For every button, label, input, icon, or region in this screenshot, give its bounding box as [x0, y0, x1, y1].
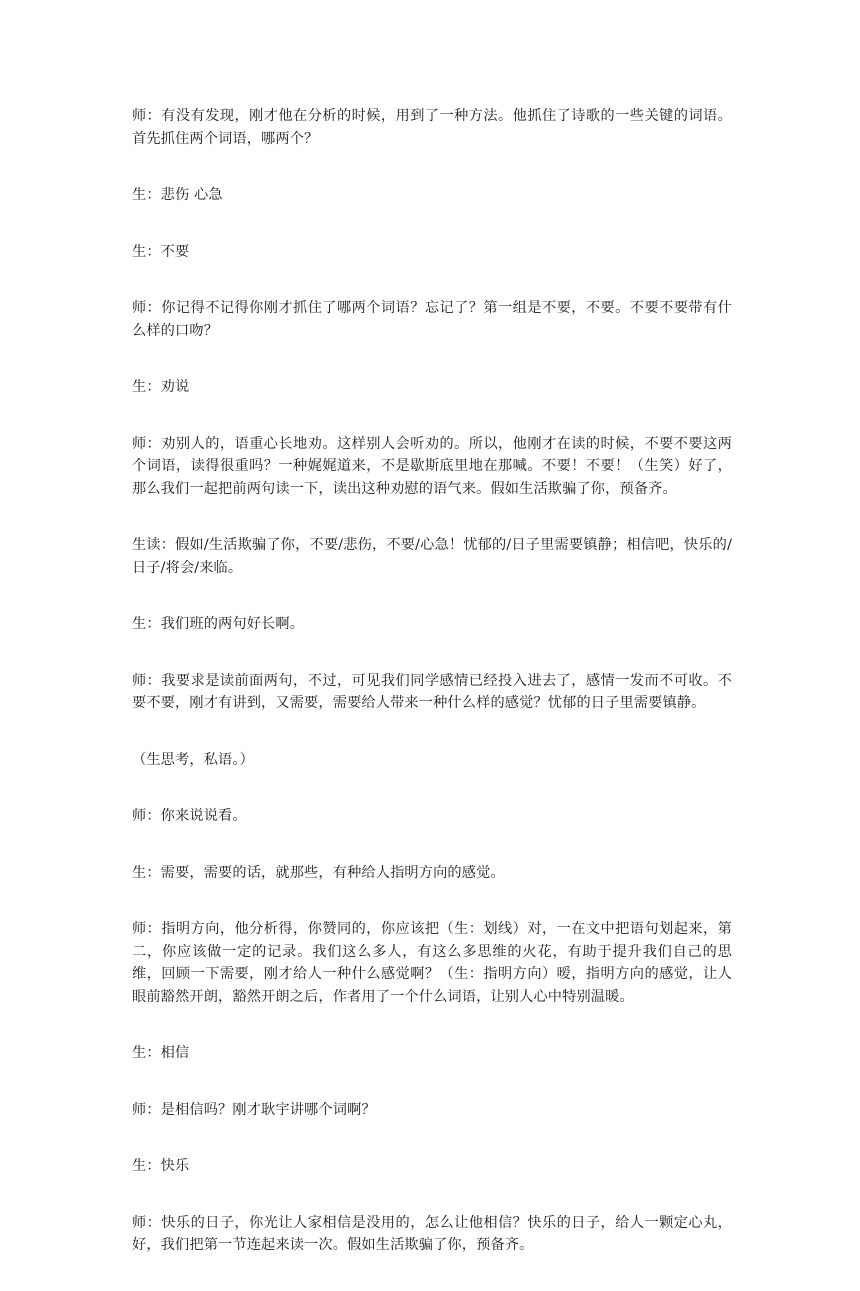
paragraph-student-1: 生：悲伤 心急 — [132, 187, 223, 203]
document-body — [132, 105, 732, 1291]
paragraph-teacher-5: 师：你来说说看。 — [132, 808, 247, 824]
paragraph-student-3: 生：劝说 — [132, 379, 190, 395]
paragraph-student-6: 生：相信 — [132, 1045, 190, 1061]
paragraph-teacher-2: 师：你记得不记得你刚才抓住了哪两个词语？忘记了？第一组是不要，不要。不要不要带有什么样的口吻？ — [132, 300, 732, 339]
paragraph-student-4: 生：我们班的两句好长啊。 — [132, 616, 305, 632]
paragraph-student-5: 生：需要，需要的话，就那些，有种给人指明方向的感觉。 — [132, 864, 505, 881]
paragraph-teacher-7: 师：是相信吗？刚才耿宇讲哪个词啊？ — [132, 1101, 376, 1118]
paragraph-student-7: 生：快乐 — [132, 1158, 190, 1174]
paragraph-teacher-3: 师：劝别人的，语重心长地劝。这样别人会听劝的。所以，他刚才在读的时候，不要不要这两个词语，读得很重吗？一种娓娓道来，不是歇斯底里地在那喊。不要！不要！（生笑）好了，那么我们一起把前两句读一下，读出这种劝慰的语气来。假如生活欺骗了你，预备齐。 — [132, 435, 732, 497]
paragraph-teacher-1: 师：有没有发现，刚才他在分析的时候，用到了一种方法。他抓住了诗歌的一些关键的词语。首先抓住两个词语，哪两个？ — [132, 108, 732, 147]
paragraph-teacher-6: 师：指明方向，他分析得，你赞同的，你应该把（生：划线）对，一在文中把语句划起来，第二，你应该做一定的记录。我们这么多人，有这么多思维的火花，有助于提升我们自己的思维，回顾一下需要，刚才给人一种什么感觉啊？（生：指明方向）嗳，指明方向的感觉，让人眼前豁然开朗，豁然开朗之后，作者用了一个什么词语，让别人心中特别温暖。 — [132, 921, 732, 1005]
paragraph-teacher-4: 师：我要求是读前面两句，不过，可见我们同学感情已经投入进去了，感情一发而不可收。不要不要，刚才有讲到，又需要，需要给人带来一种什么样的感觉？忧郁的日子里需要镇静。 — [132, 672, 732, 711]
paragraph-student-2: 生：不要 — [132, 243, 190, 260]
paragraph-student-reading: 生读：假如/生活欺骗了你，不要/悲伤，不要/心急！忧郁的/日子里需要镇静；相信吧，快乐的/日子/将会/来临。 — [132, 537, 732, 576]
paragraph-teacher-8: 师：快乐的日子，你光让人家相信是没用的，怎么让他相信？快乐的日子，给人一颗定心丸，好，我们把第一节连起来读一次。假如生活欺骗了你，预备齐。 — [132, 1214, 732, 1253]
paragraph-stage-direction: （生思考，私语。） — [132, 751, 254, 768]
